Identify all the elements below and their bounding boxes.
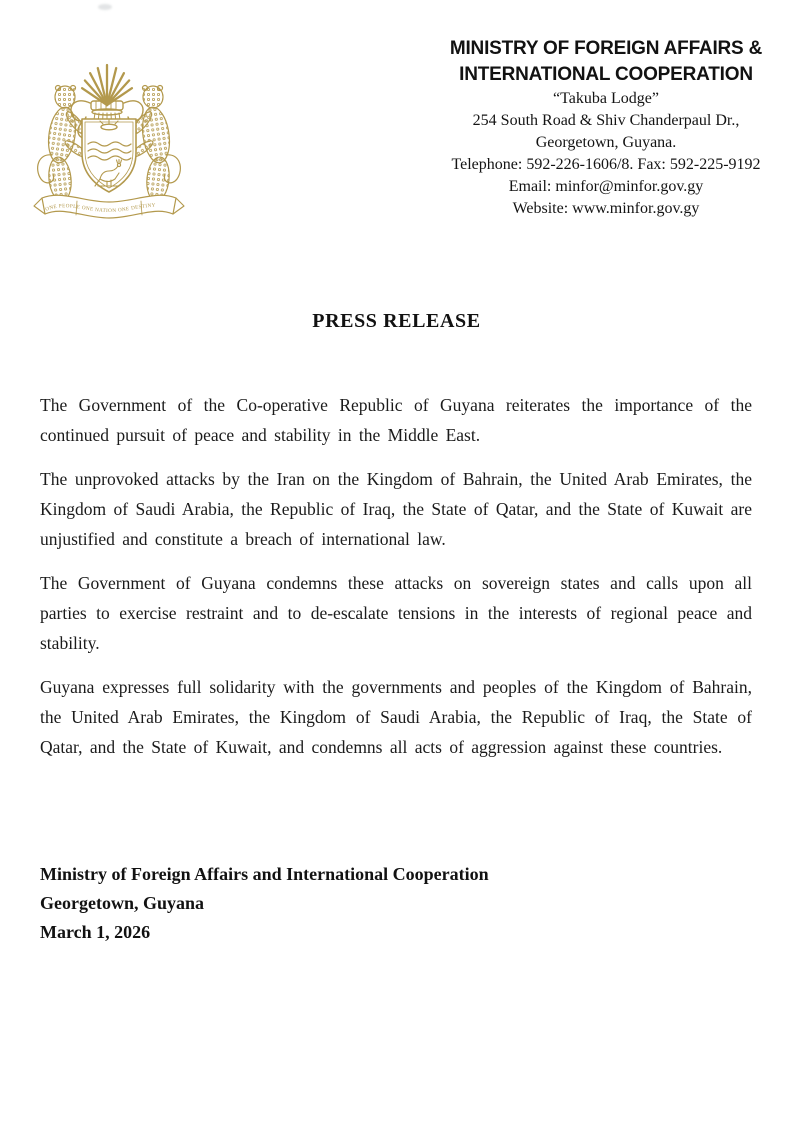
email-line: Email: minfor@minfor.gov.gy [508, 178, 704, 195]
signature-location: Georgetown, Guyana [40, 893, 204, 913]
press-release-title: PRESS RELEASE [312, 310, 481, 332]
signature-ministry: Ministry of Foreign Affairs and International Cooperation [40, 864, 489, 884]
paragraph-1: The Government of the Co-operative Republic of Guyana reiterates the importance of the continued pursuit of peace and stability in the Middle East. [40, 395, 752, 445]
address-line1: 254 South Road & Shiv Chanderpaul Dr., [472, 112, 740, 129]
lodge-name: “Takuba Lodge” [553, 90, 659, 107]
ministry-name-line2: INTERNATIONAL COOPERATION [459, 64, 753, 85]
press-release-body [40, 390, 752, 776]
guyana-coat-of-arms-icon [32, 57, 192, 235]
motto-text: ONE PEOPLE ONE NATION ONE DESTINY [44, 202, 156, 215]
scan-artifact [98, 4, 112, 10]
paragraph-2: The unprovoked attacks by the Iran on the Kingdom of Bahrain, the United Arab Emirates, the Kingdom of Saudi Arabia, the Republic of Iraq, the State of Qatar, and the State of Kuwait are unjustified and constitute a breach of international law. [40, 469, 752, 549]
ministry-name-line1: MINISTRY OF FOREIGN AFFAIRS & [449, 38, 763, 59]
shield [82, 119, 136, 192]
address-line2: Georgetown, Guyana. [535, 134, 677, 151]
signature-block [40, 860, 489, 947]
headdress-feathers [82, 65, 132, 105]
letterhead [425, 36, 787, 220]
paragraph-3: The Government of Guyana condemns these attacks on sovereign states and calls upon all parties to exercise restraint and to de-escalate tensions in the interests of regional peace and stability. [40, 573, 752, 653]
website-line: Website: www.minfor.gov.gy [512, 200, 700, 217]
signature-date: March 1, 2026 [40, 922, 151, 942]
phone-fax-line: Telephone: 592-226-1606/8. Fax: 592-225-9192 [451, 156, 761, 173]
paragraph-4: Guyana expresses full solidarity with the governments and peoples of the Kingdom of Bahrain, the United Arab Emirates, the Kingdom of Saudi Arabia, the Republic of Iraq, the State of Qatar, and the State of Kuwait, and condemns all acts of aggression against these countries. [40, 677, 752, 757]
